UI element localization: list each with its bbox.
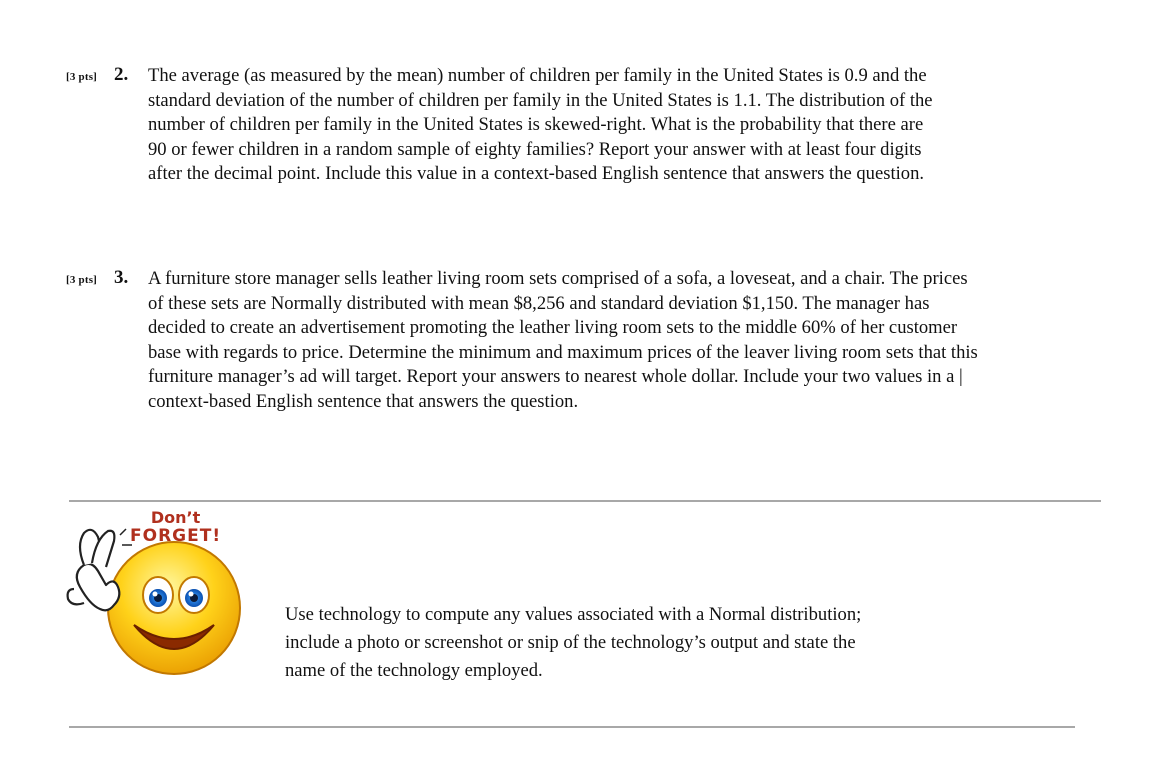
- question-2-text: [148, 64, 1110, 187]
- dont-forget-badge: [130, 509, 221, 545]
- question-2-points: [3 pts]: [66, 71, 98, 83]
- question-2-line: number of children per family in the United States is skewed-right. What is the probability that there are: [148, 114, 924, 135]
- question-3-line: decided to create an advertisement promoting the leather living room sets to the middle 60% of her customer: [148, 317, 958, 338]
- question-2-line: The average (as measured by the mean) number of children per family in the United States is 0.9 and the: [148, 65, 927, 86]
- reminder-bottom-divider: [69, 726, 1075, 728]
- question-3-line: base with regards to price. Determine the minimum and maximum prices of the leaver living room sets that this: [148, 341, 978, 363]
- reminder-line: Use technology to compute any values associated with a Normal distribution;: [285, 604, 862, 625]
- question-2-line: 90 or fewer children in a random sample of eighty families? Report your answer with at least four digits: [148, 138, 922, 160]
- question-2: [66, 64, 1110, 184]
- question-3-line: furniture manager’s ad will target. Report your answers to nearest whole dollar. Include your two values in a |: [148, 366, 963, 387]
- reminder-line: name of the technology employed.: [285, 660, 543, 681]
- reminder-top-divider: [69, 500, 1101, 502]
- question-3-line: context-based English sentence that answers the question.: [148, 390, 579, 412]
- question-2-number: 2.: [114, 64, 129, 85]
- question-2-line: standard deviation of the number of children per family in the United States is 1.1. The distribution of the: [148, 89, 933, 111]
- dont-forget-line1: Don’t: [150, 508, 201, 527]
- dont-forget-line2: FORGET!: [130, 526, 222, 546]
- question-3-line: of these sets are Normally distributed with mean $8,256 and standard deviation $1,150. The manager has: [148, 292, 930, 314]
- reminder-line: include a photo or screenshot or snip of the technology’s output and state the: [285, 632, 856, 653]
- question-2-line: after the decimal point. Include this value in a context-based English sentence that answers the question.: [148, 163, 925, 184]
- question-3-points: [3 pts]: [66, 274, 98, 286]
- question-3-text: [148, 267, 1110, 414]
- question-3-number: 3.: [114, 267, 129, 288]
- question-3: [66, 267, 1110, 412]
- question-3-line: A furniture store manager sells leather living room sets comprised of a sofa, a loveseat, and a chair. The prices: [148, 268, 968, 289]
- reminder-text: [285, 601, 861, 685]
